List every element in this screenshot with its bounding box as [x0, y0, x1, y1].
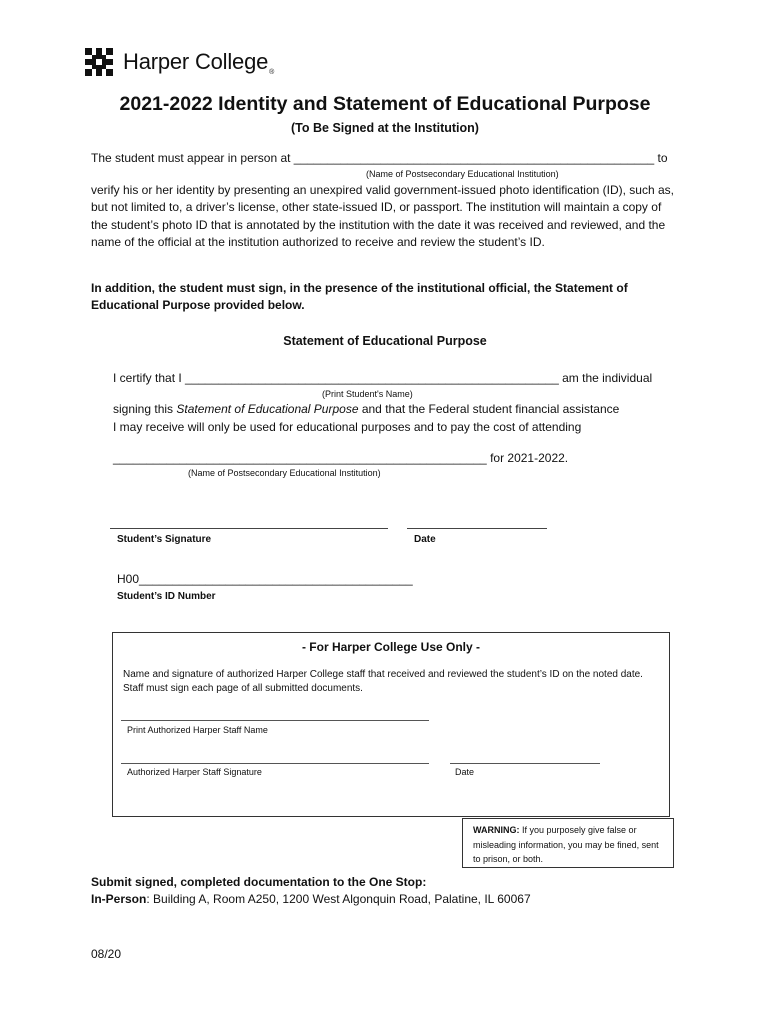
inperson-address: : Building A, Room A250, 1200 West Algonquin Road, Palatine, IL 60067	[146, 892, 531, 906]
student-id-field[interactable]: _________________________________________	[139, 572, 413, 586]
line2-italic: Statement of Educational Purpose	[176, 402, 359, 416]
institution-field[interactable]: ________________________________________________________	[113, 451, 487, 465]
student-name-field[interactable]: ________________________________________________________	[185, 371, 559, 385]
staff-box-text: Name and signature of authorized Harper College staff that received and reviewed the student’s ID on the noted date. Staff must sign each page of all submitted documents.	[123, 669, 643, 694]
warning-text: If you purposely give false or misleading information, you may be fined, sent to prison, or both.	[473, 825, 659, 865]
staff-date-field[interactable]	[450, 763, 600, 764]
staff-date-label: Date	[455, 767, 475, 777]
harper-logo	[85, 48, 274, 76]
student-name-caption: (Print Student's Name)	[322, 389, 413, 399]
form-date: 08/20	[91, 947, 122, 961]
inperson-line	[91, 892, 531, 906]
intro-body: verify his or her identity by presenting an unexpired valid government-issued photo identification (ID), such as, but not limited to, a driver’s license, other state-issued ID, or passport. The institution will maintain a copy of the student’s photo ID that is annotated by the institution with the date it was received and reviewed, and the name of the official at the institution authorized to receive and review the student’s ID.	[91, 183, 674, 250]
certify-prefix: I certify that I	[113, 371, 186, 385]
intro-institution-caption: (Name of Postsecondary Educational Institution)	[366, 169, 559, 179]
statement-heading: Statement of Educational Purpose	[283, 334, 487, 348]
statement-line2	[113, 402, 619, 416]
institution-caption: (Name of Postsecondary Educational Institution)	[188, 468, 381, 478]
staff-signature-field[interactable]	[121, 763, 429, 764]
staff-print-name-label: Print Authorized Harper Staff Name	[127, 725, 268, 735]
staff-signature-label: Authorized Harper Staff Signature	[127, 767, 262, 777]
student-signature-label: Student’s Signature	[117, 534, 212, 545]
staff-box-heading: - For Harper College Use Only -	[301, 640, 481, 654]
harper-logo-icon	[85, 48, 113, 76]
line2-suffix: and that the Federal student financial assistance	[358, 402, 620, 416]
warning-box	[462, 818, 674, 868]
student-signature-field[interactable]	[110, 528, 388, 529]
submit-instructions: Submit signed, completed documentation to the One Stop:	[91, 875, 427, 889]
institution-suffix: for 2021-2022.	[486, 451, 569, 465]
statement-line3: I may receive will only be used for educational purposes and to pay the cost of attending	[113, 420, 582, 434]
institution-line	[113, 451, 568, 465]
logo-text: Harper College	[123, 49, 269, 74]
staff-print-name-field[interactable]	[121, 720, 429, 721]
student-id-prefix: H00	[117, 572, 140, 586]
student-date-field[interactable]	[407, 528, 547, 529]
page-title: 2021-2022 Identity and Statement of Educational Purpose	[119, 93, 651, 115]
student-id-line	[117, 572, 413, 586]
logo-registered-mark: ®	[269, 69, 275, 76]
intro-bold-note: In addition, the student must sign, in the presence of the institutional official, the Statement of Educational Purpose provided below.	[91, 281, 628, 313]
inperson-label: In-Person	[91, 892, 147, 906]
warning-label: WARNING:	[473, 825, 520, 835]
student-date-label: Date	[414, 534, 436, 545]
certify-line	[113, 371, 652, 385]
line2-prefix: signing this	[113, 402, 177, 416]
certify-suffix: am the individual	[558, 371, 653, 385]
student-id-label: Student’s ID Number	[117, 591, 216, 602]
intro-line1: The student must appear in person at ______________________________________________________ to	[91, 151, 668, 165]
page-subtitle: (To Be Signed at the Institution)	[291, 121, 479, 135]
